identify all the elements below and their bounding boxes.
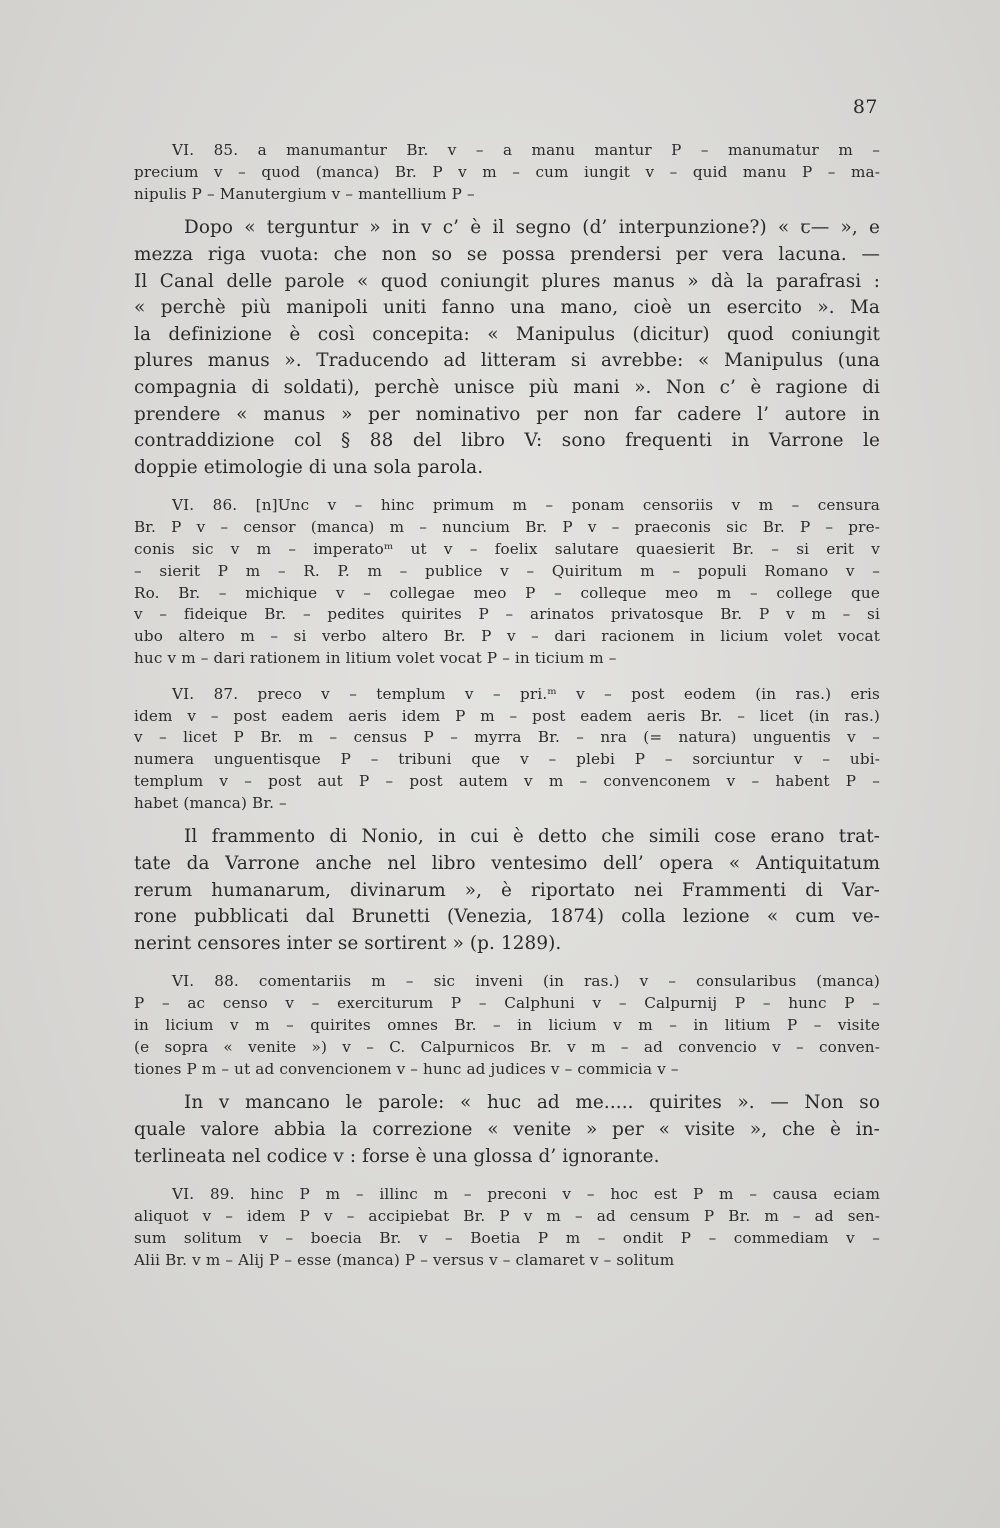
text-line: quale valore abbia la correzione « venite » per « visite », che è in-	[134, 1119, 880, 1141]
text-line: templum v – post aut P – post autem v m – convenconem v – habent P –	[134, 771, 880, 790]
text-line: in licium v m – quirites omnes Br. – in licium v m – in litium P – visite	[134, 1016, 880, 1035]
text-line: habet (manca) Br. –	[134, 793, 287, 812]
paragraph-gap	[134, 1080, 880, 1090]
text-line: P – ac censo v – exerciturum P – Calphuni v – Calpurnij P – hunc P –	[134, 994, 880, 1013]
text-line: mezza riga vuota: che non so se possa prendersi per vera lacuna. —	[134, 243, 880, 265]
text-line: Il Canal delle parole « quod coniungit plures manus » dà la parafrasi :	[134, 270, 880, 292]
text-line: VI. 86. [n]Unc v – hinc primum m – ponam censoriis v m – censura	[172, 496, 880, 515]
apparatus-paragraph	[134, 495, 880, 669]
text-line: VI. 89. hinc P m – illinc m – preconi v – hoc est P m – causa eciam	[172, 1185, 880, 1204]
text-line: In v mancano le parole: « huc ad me..... quirites ». — Non so	[184, 1092, 880, 1114]
paragraph-gap	[134, 814, 880, 824]
text-line: v – fideique Br. – pedites quirites P – arinatos privatosque Br. P v m – si	[134, 605, 880, 624]
text-line: Br. P v – censor (manca) m – nuncium Br. P v – praeconis sic Br. P – pre-	[134, 518, 880, 537]
text-line: prendere « manus » per nominativo per non far cadere l’ autore in	[134, 403, 880, 425]
text-line: conis sic v m – imperatoᵐ ut v – foelix salutare quaesierit Br. – si erit v	[134, 539, 880, 558]
paragraph-gap	[134, 205, 880, 215]
text-line: v – licet P Br. m – census P – myrra Br. – nra (= natura) unguentis v –	[134, 728, 880, 747]
text-line: nipulis P – Manutergium v – mantellium P –	[134, 184, 475, 203]
text-line: Il frammento di Nonio, in cui è detto che simili cose erano trat-	[184, 826, 880, 848]
page-body	[134, 140, 880, 1271]
text-line: tate da Varrone anche nel libro ventesimo dell’ opera « Antiquitatum	[134, 853, 880, 875]
text-line: contraddizione col § 88 del libro V: sono frequenti in Varrone le	[134, 430, 880, 452]
text-line: VI. 87. preco v – templum v – pri.ᵐ v – post eodem (in ras.) eris	[172, 684, 880, 703]
text-line: Dopo « terguntur » in v c’ è il segno (d’ interpunzione?) « ꞇ— », e	[184, 217, 880, 239]
text-line: compagnia di soldati), perchè unisce più mani ». Non c’ è ragione di	[134, 376, 880, 398]
text-line: doppie etimologie di una sola parola.	[134, 456, 484, 478]
text-line: terlineata nel codice v : forse è una glossa d’ ignorante.	[134, 1145, 660, 1167]
text-line: sum solitum v – boecia Br. v – Boetia P m – ondit P – commediam v –	[134, 1228, 880, 1247]
text-line: precium v – quod (manca) Br. P v m – cum iungit v – quid manu P – ma-	[134, 162, 880, 181]
text-line: « perchè più manipoli uniti fanno una mano, cioè un esercito ». Ma	[134, 297, 880, 319]
commentary-paragraph	[134, 824, 880, 957]
paragraph-gap	[134, 670, 880, 684]
apparatus-paragraph	[134, 684, 880, 815]
text-line: rerum humanarum, divinarum », è riportato nei Frammenti di Var-	[134, 879, 880, 901]
paragraph-gap	[134, 1170, 880, 1184]
text-line: (e sopra « venite ») v – C. Calpurnicos Br. v m – ad convencio v – conven-	[134, 1037, 880, 1056]
apparatus-paragraph	[134, 140, 880, 205]
text-line: VI. 88. comentariis m – sic inveni (in ras.) v – consularibus (manca)	[172, 972, 880, 991]
text-line: Ro. Br. – michique v – collegae meo P – colleque meo m – college que	[134, 583, 880, 602]
text-line: – sierit P m – R. P. m – publice v – Quiritum m – populi Romano v –	[134, 561, 880, 580]
apparatus-paragraph	[134, 1184, 880, 1271]
text-line: aliquot v – idem P v – accipiebat Br. P v m – ad censum P Br. m – ad sen-	[134, 1207, 880, 1226]
text-line: Alii Br. v m – Alij P – esse (manca) P – versus v – clamaret v – solitum	[134, 1250, 675, 1269]
text-line: nerint censores inter se sortirent » (p. 1289).	[134, 932, 562, 954]
text-line: huc v m – dari rationem in litium volet vocat P – in ticium m –	[134, 648, 617, 667]
commentary-paragraph	[134, 1090, 880, 1170]
page-number: 87	[852, 96, 878, 118]
text-line: idem v – post eadem aeris idem P m – post eadem aeris Br. – licet (in ras.)	[134, 706, 880, 725]
text-line: VI. 85. a manumantur Br. v – a manu mantur P – manumatur m –	[172, 141, 880, 159]
text-line: la definizione è così concepita: « Manipulus (dicitur) quod coniungit	[134, 323, 880, 345]
text-line: numera unguentisque P – tribuni que v – plebi P – sorciuntur v – ubi-	[134, 750, 880, 769]
text-line: ubo altero m – si verbo altero Br. P v – dari racionem in licium volet vocat	[134, 627, 880, 646]
commentary-paragraph	[134, 215, 880, 481]
text-line: plures manus ». Traducendo ad litteram si avrebbe: « Manipulus (una	[134, 350, 880, 372]
text-line: tiones P m – ut ad convencionem v – hunc ad judices v – commicia v –	[134, 1059, 679, 1078]
apparatus-paragraph	[134, 971, 880, 1080]
text-line: rone pubblicati dal Brunetti (Venezia, 1874) colla lezione « cum ve-	[134, 906, 880, 928]
paragraph-gap	[134, 957, 880, 971]
paragraph-gap	[134, 481, 880, 495]
